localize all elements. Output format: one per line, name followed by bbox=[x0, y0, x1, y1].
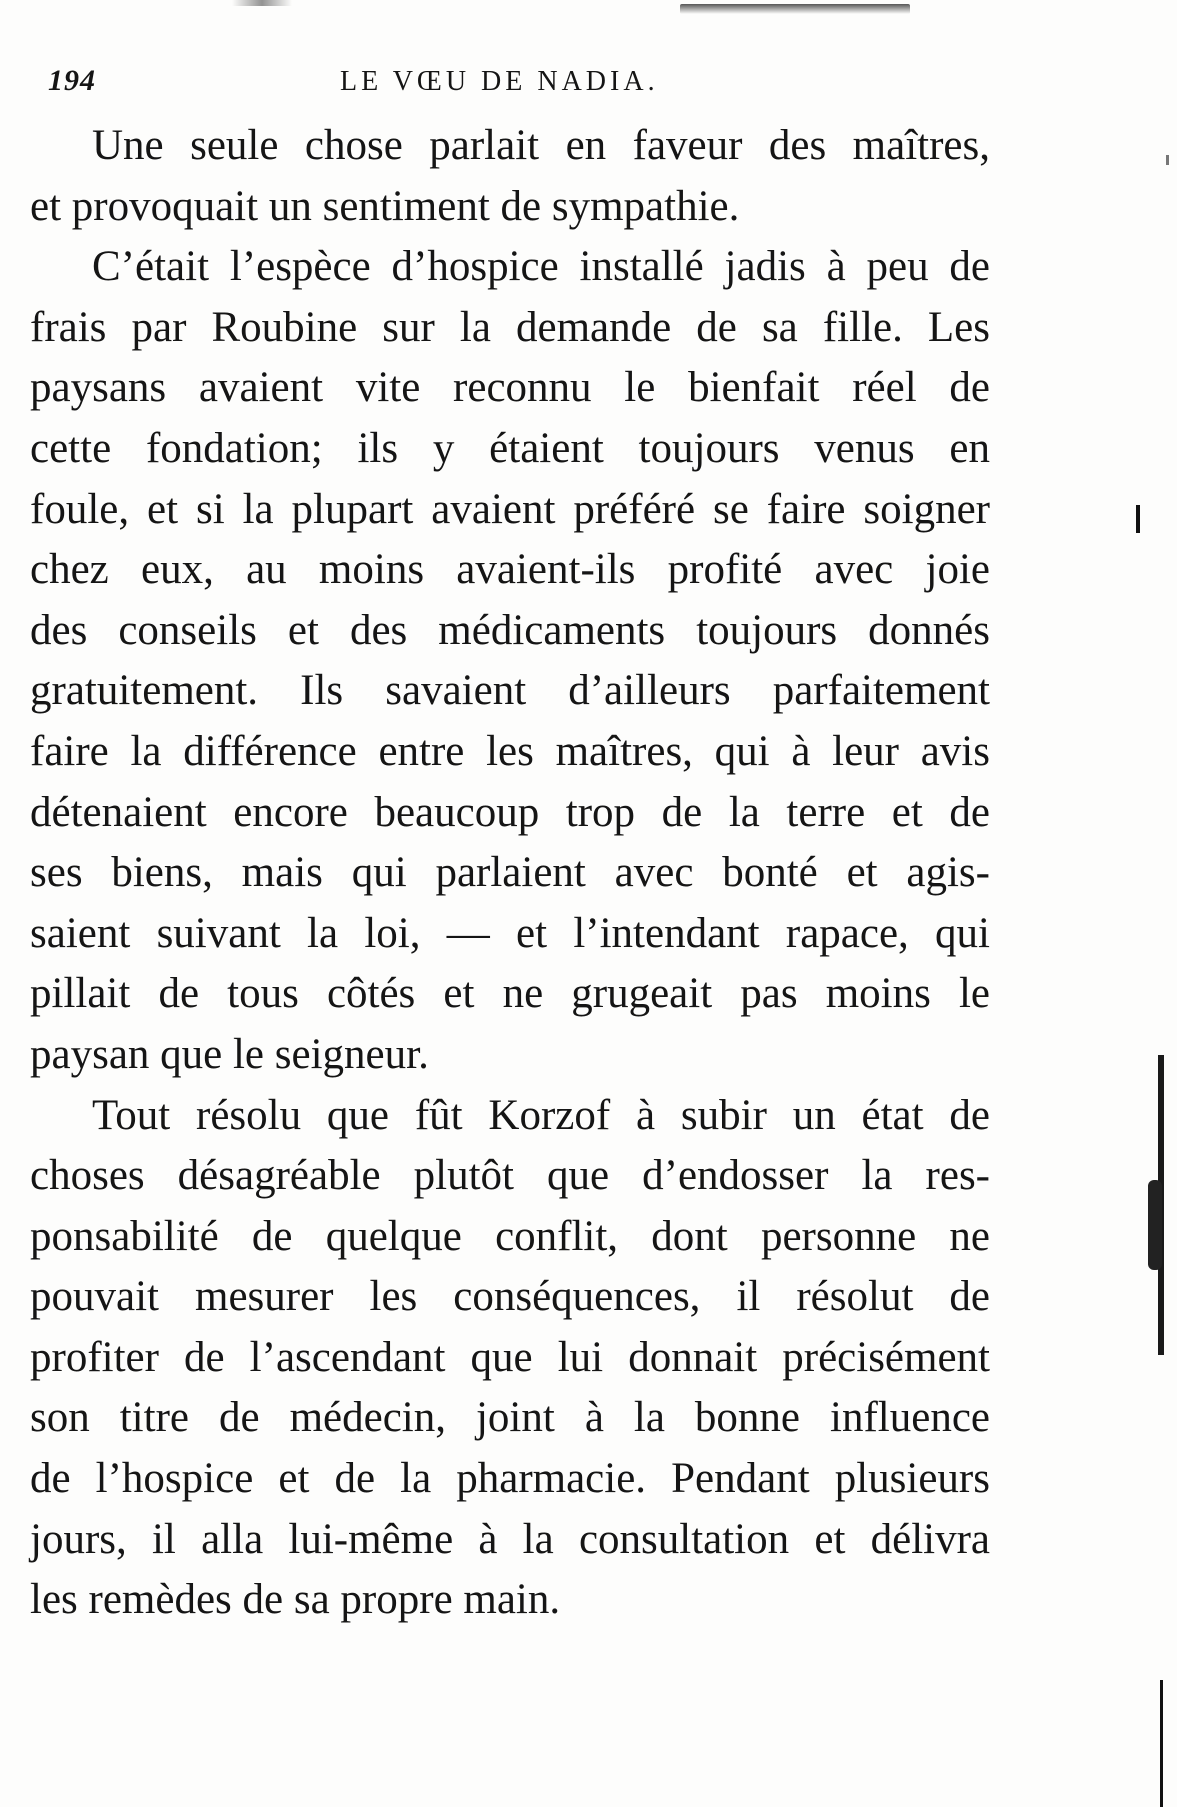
text-line: ses biens, mais qui parlaient avec bonté et agis- bbox=[30, 849, 990, 897]
text-line: frais par Roubine sur la demande de sa fille. Les bbox=[30, 303, 990, 351]
text-line: et provoquait un sentiment de sympathie. bbox=[30, 182, 740, 230]
text-line: son titre de médecin, joint à la bonne influence bbox=[30, 1394, 990, 1442]
text-line: saient suivant la loi, — et l’intendant rapace, qui bbox=[30, 909, 990, 957]
text-line: jours, il alla lui-même à la consultation et délivra bbox=[30, 1515, 990, 1563]
text-line: foule, et si la plupart avaient préféré se faire soigner bbox=[30, 485, 990, 533]
text-line: Tout résolu que fût Korzof à subir un état de bbox=[92, 1091, 990, 1139]
running-title: LE VŒU DE NADIA. bbox=[340, 66, 659, 97]
text-line: choses désagréable plutôt que d’endosser la res- bbox=[30, 1152, 990, 1200]
running-head bbox=[40, 64, 980, 114]
scan-edge-mark bbox=[1136, 505, 1140, 533]
scan-smudge bbox=[680, 4, 910, 14]
text-line: paysan que le seigneur. bbox=[30, 1030, 429, 1078]
body-text bbox=[30, 116, 990, 1631]
text-line: pillait de tous côtés et ne grugeait pas moins le bbox=[30, 970, 990, 1018]
text-line: paysans avaient vite reconnu le bienfait réel de bbox=[30, 364, 990, 412]
text-line: les remèdes de sa propre main. bbox=[30, 1576, 561, 1624]
scan-smudge bbox=[232, 0, 292, 6]
text-line: faire la différence entre les maîtres, qui à leur avis bbox=[30, 727, 990, 775]
text-line: ponsabilité de quelque conflit, dont personne ne bbox=[30, 1212, 990, 1260]
scan-edge-mark bbox=[1148, 1180, 1162, 1270]
text-line: pouvait mesurer les conséquences, il résolut de bbox=[30, 1273, 990, 1321]
text-line: de l’hospice et de la pharmacie. Pendant plusieurs bbox=[30, 1455, 990, 1503]
text-line: cette fondation; ils y étaient toujours venus en bbox=[30, 424, 990, 472]
text-line: détenaient encore beaucoup trop de la terre et de bbox=[30, 788, 990, 836]
text-line: Une seule chose parlait en faveur des maîtres, bbox=[92, 122, 990, 169]
text-line: C’était l’espèce d’hospice installé jadis à peu de bbox=[92, 243, 990, 291]
text-line: des conseils et des médicaments toujours donnés bbox=[30, 606, 990, 654]
text-line: chez eux, au moins avaient-ils profité avec joie bbox=[30, 546, 990, 594]
text-line: gratuitement. Ils savaient d’ailleurs parfaitement bbox=[30, 667, 990, 715]
text-line: profiter de l’ascendant que lui donnait précisément bbox=[30, 1333, 990, 1381]
scan-edge-mark bbox=[1166, 155, 1169, 165]
scan-edge-mark bbox=[1160, 1680, 1163, 1807]
page-number: 194 bbox=[48, 64, 96, 97]
